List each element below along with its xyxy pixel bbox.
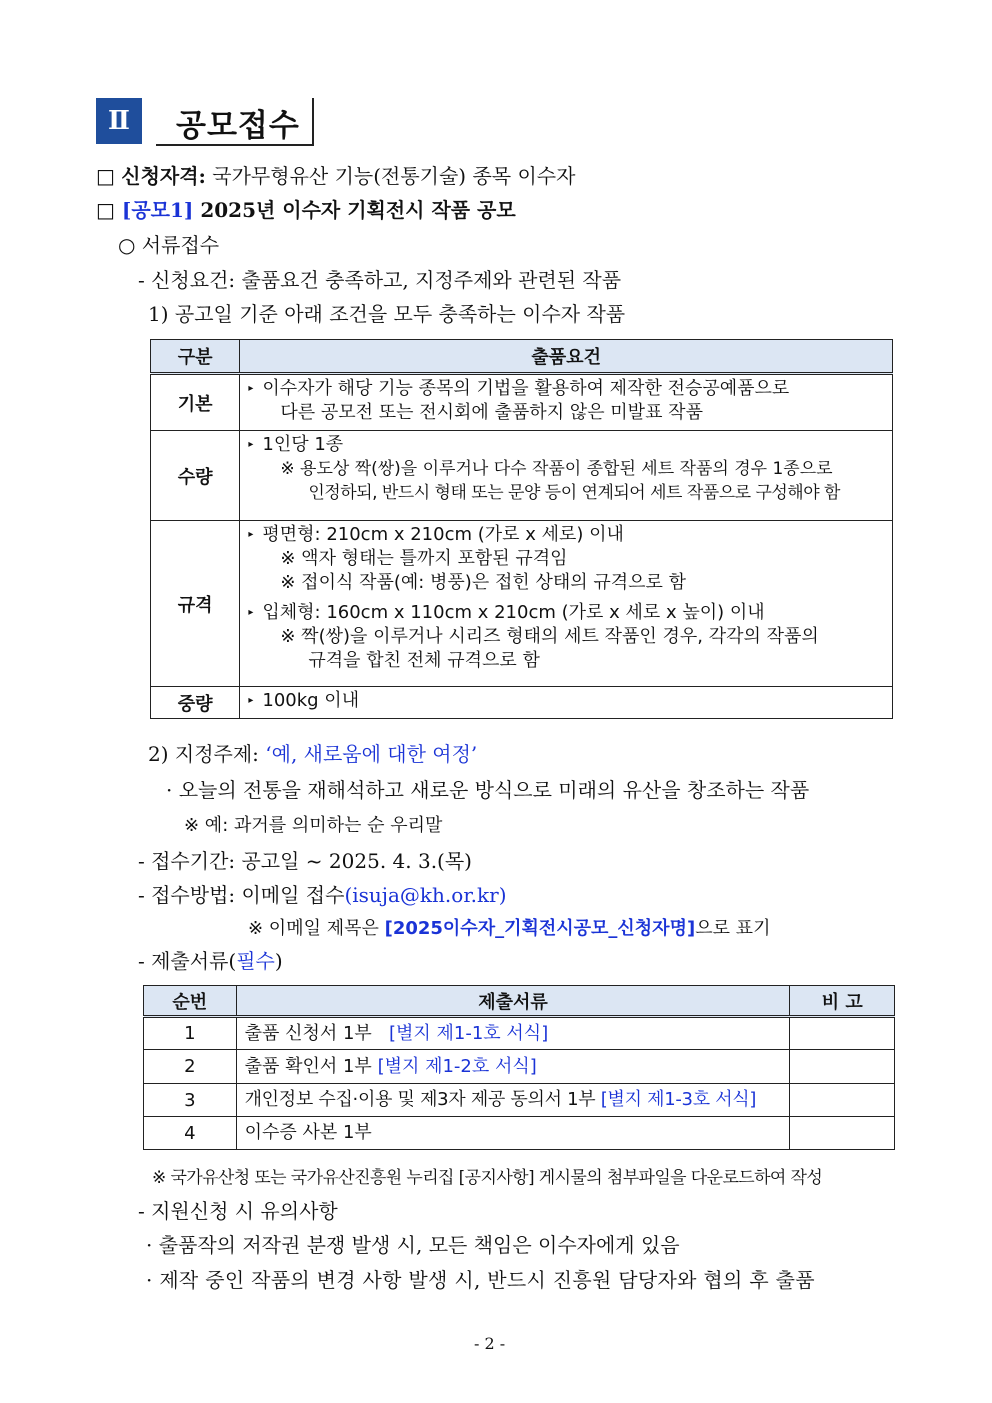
method-line: - 접수방법: 이메일 접수(isuja@kh.or.kr) xyxy=(138,883,507,907)
theme-example: ※ 예: 과거를 의미하는 순 우리말 xyxy=(184,815,443,836)
caution-title: - 지원신청 시 유의사항 xyxy=(138,1199,338,1223)
title-border-right xyxy=(312,98,314,146)
theme-description: · 오늘의 전통을 재해석하고 새로운 방식으로 미래의 유산을 창조하는 작품 xyxy=(166,778,810,802)
requirement-table xyxy=(150,339,893,719)
theme-label: 2) 지정주제: xyxy=(148,742,259,766)
table-row: 3 개인정보 수집·이용 및 제3자 제공 동의서 1부 [별지 제1-3호 서식] xyxy=(144,1084,895,1117)
row-label: 기본 xyxy=(151,374,240,431)
triangle-bullet-icon: ▸ xyxy=(248,439,254,450)
title-border-bottom xyxy=(156,144,314,146)
theme-value: ‘예, 새로움에 대한 여정’ xyxy=(265,742,478,766)
theme-line xyxy=(148,738,477,767)
section-number-badge: Ⅱ xyxy=(96,98,142,144)
contest-tag: [공모1] xyxy=(121,198,194,222)
row-label: 수량 xyxy=(151,431,240,521)
docs-note: ※ 국가유산청 또는 국가유산진흥원 누리집 [공지사항] 게시물의 첨부파일을 다운로드하여 작성 xyxy=(152,1168,823,1188)
caution-item: · 출품작의 저작권 분쟁 발생 시, 모든 책임은 이수자에게 있음 xyxy=(146,1233,680,1257)
table-row: 1 출품 신청서 1부 [별지 제1-1호 서식] xyxy=(144,1017,895,1050)
documents-table xyxy=(143,985,895,1150)
row-label: 규격 xyxy=(151,521,240,687)
email-address[interactable]: (isuja@kh.or.kr) xyxy=(344,883,507,907)
checkbox-square-icon: □ xyxy=(96,164,115,188)
table-header: 순번 xyxy=(144,986,237,1017)
submit-docs-line: - 제출서류(필수) xyxy=(138,949,283,973)
triangle-bullet-icon: ▸ xyxy=(248,529,254,540)
checkbox-square-icon: □ xyxy=(96,198,115,222)
table-row: 4 이수증 사본 1부 xyxy=(144,1117,895,1150)
page-number: - 2 - xyxy=(474,1334,506,1353)
table-row: 2 출품 확인서 1부 [별지 제1-2호 서식] xyxy=(144,1050,895,1084)
eligibility-line xyxy=(96,160,575,189)
email-subject-format: [2025이수자_기획전시공모_신청자명] xyxy=(384,918,696,939)
email-subject-note: ※ 이메일 제목은 [2025이수자_기획전시공모_신청자명]으로 표기 xyxy=(248,918,771,939)
table-header: 비 고 xyxy=(790,986,895,1017)
row-label: 중량 xyxy=(151,687,240,719)
table-row: 중량 ▸ 100kg 이내 xyxy=(151,687,893,719)
section-title: 공모접수 xyxy=(176,108,300,144)
table-header: 제출서류 xyxy=(236,986,790,1017)
contest-line xyxy=(96,194,516,223)
period-line: - 접수기간: 공고일 ~ 2025. 4. 3.(목) xyxy=(138,849,472,873)
table-row: 기본 ▸ 이수자가 해당 기능 종목의 기법을 활용하여 제작한 전승공예품으로 다른 공모전 또는 전시회에 출품하지 않은 미발표 작품 xyxy=(151,374,893,431)
triangle-bullet-icon: ▸ xyxy=(248,607,254,618)
caution-item: · 제작 중인 작품의 변경 사항 발생 시, 반드시 진흥원 담당자와 협의 후 출품 xyxy=(146,1268,815,1292)
docs-review-line: ○ 서류접수 xyxy=(118,233,220,257)
table-header: 구분 xyxy=(151,340,240,374)
table-header: 출품요건 xyxy=(240,340,893,374)
condition-line: 1) 공고일 기준 아래 조건을 모두 충족하는 이수자 작품 xyxy=(148,302,626,326)
triangle-bullet-icon: ▸ xyxy=(248,383,254,394)
table-row: 규격 ▸ 평면형: 210cm x 210cm (가로 x 세로) 이내 ※ 액자 형태는 틀까지 포함된 규격임 ※ 접이식 작품(예: 병풍)은 접힌 상태의 규격으로 함 ▸ 입체형: 160cm x 110cm x 210cm (가로 x 세로 x 높이) 이내 ※ 짝(쌍)을 이루거나 시리즈 형태의 세트 작품인 경우, 각각의 작품의 규격을 합친 전체 규격으로 함 xyxy=(151,521,893,687)
requirement-line: - 신청요건: 출품요건 충족하고, 지정주제와 관련된 작품 xyxy=(138,268,622,292)
eligibility-label: 신청자격: xyxy=(121,164,206,188)
eligibility-text: 국가무형유산 기능(전통기술) 종목 이수자 xyxy=(212,164,576,188)
triangle-bullet-icon: ▸ xyxy=(248,695,254,706)
contest-title: 2025년 이수자 기획전시 작품 공모 xyxy=(200,198,516,222)
table-row: 수량 ▸ 1인당 1종 ※ 용도상 짝(쌍)을 이루거나 다수 작품이 종합된 세트 작품의 경우 1종으로 인정하되, 반드시 형태 또는 문양 등이 연계되어 세트 작품으로 구성해야 함 xyxy=(151,431,893,521)
